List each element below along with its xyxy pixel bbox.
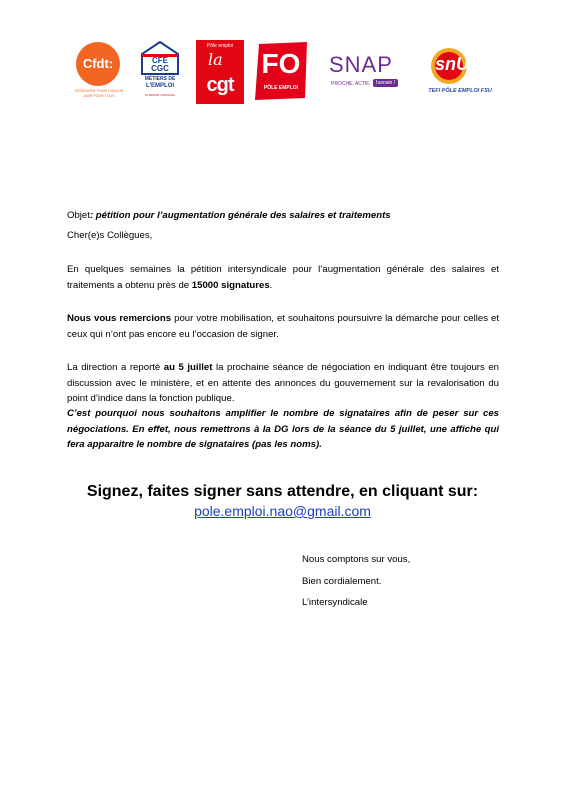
fo-logo-sub: PÔLE EMPLOI — [263, 85, 299, 91]
p3-text-end: la prochaine séance de négociation en indiquant être toujours en discussion avec le ministère, et en attente des annonces du gouvernement sur la revalorisation du point d’indice dans la fonction publique. — [67, 362, 499, 404]
cfe-cgc-logo — [140, 40, 180, 106]
p2-text: pour votre mobilisation, et souhaitons poursuivre la démarche pour celles et ceux qui n’ont pas encore eu l’occasion de signer. — [67, 313, 500, 340]
snap-logo-tagline: PROCHE, ACTIF, — [331, 81, 371, 87]
cfe-cgc-sub2: L'EMPLOI — [145, 83, 175, 89]
closing-line-2: Bien cordialement. — [302, 576, 382, 587]
cgt-logo-name: cgt — [206, 74, 234, 96]
snu-logo-name: snU. — [435, 54, 475, 74]
letter-subject — [67, 208, 499, 224]
letter-paragraph-2 — [67, 311, 499, 342]
snu-logo-sub: TEFI PÔLE EMPLOI FSU — [428, 88, 492, 94]
fo-logo-name: FO — [261, 48, 301, 79]
call-to-action: Signez, faites signer sans attendre, en cliquant sur: — [86, 483, 479, 500]
letter-paragraph-1 — [67, 262, 499, 293]
snap-logo-badge: humain ! — [373, 79, 398, 87]
p1-text: En quelques semaines la pétition intersyndicale pour l’augmentation générale des salaires et traitements a obtenu près de — [67, 264, 499, 291]
cgt-logo-script: la — [208, 50, 223, 69]
p1-end: . — [269, 279, 273, 291]
email-link[interactable]: pole.emploi.nao@gmail.com — [194, 503, 371, 519]
cfdt-logo — [70, 40, 128, 104]
p2-thanks: Nous vous remercions — [67, 313, 172, 324]
snap-logo — [325, 52, 415, 98]
p1-signatures-count: 15000 signatures — [191, 279, 270, 291]
cfdt-logo-tagline: S'ENGAGER POUR CHACUN AGIR POUR TOUS — [74, 89, 124, 98]
cfe-cgc-tagline: SYNDICAT NATIONAL — [144, 93, 176, 97]
union-logos — [70, 40, 500, 108]
cfe-cgc-sub1: MÉTIERS DE — [144, 76, 176, 82]
closing-line-1: Nous comptons sur vous, — [302, 554, 411, 565]
cfe-cgc-name-top: CFE — [152, 56, 168, 65]
cfe-cgc-name-bottom: CGC — [151, 64, 169, 73]
subject-prefix: Objet — [67, 210, 90, 221]
subject-text: : pétition pour l’augmentation générale des salaires et traitements — [89, 210, 391, 221]
p3-text-start: La direction a reporté — [67, 362, 164, 373]
p3-date: au 5 juillet — [163, 362, 213, 373]
letter-salutation: Cher(e)s Collègues, — [67, 230, 153, 241]
cgt-logo-top: Pôle emploi — [206, 43, 234, 49]
letter-paragraph-4: C’est pourquoi nous souhaitons amplifier le nombre de signataires afin de peser sur ces négociations. En effet, nous remettrons à la DG lors de la séance du 5 juillet, une affiche qui fera apparaitre le nombre de signataires (pas les noms). — [67, 408, 499, 450]
fo-logo — [253, 40, 311, 102]
signature: L’intersyndicale — [302, 597, 368, 608]
snap-logo-name: SNAP — [329, 52, 393, 77]
letter-paragraph-3 — [67, 360, 499, 407]
cfdt-logo-name: Cfdt: — [82, 56, 114, 71]
snu-logo — [425, 40, 495, 104]
cgt-logo — [196, 40, 244, 104]
